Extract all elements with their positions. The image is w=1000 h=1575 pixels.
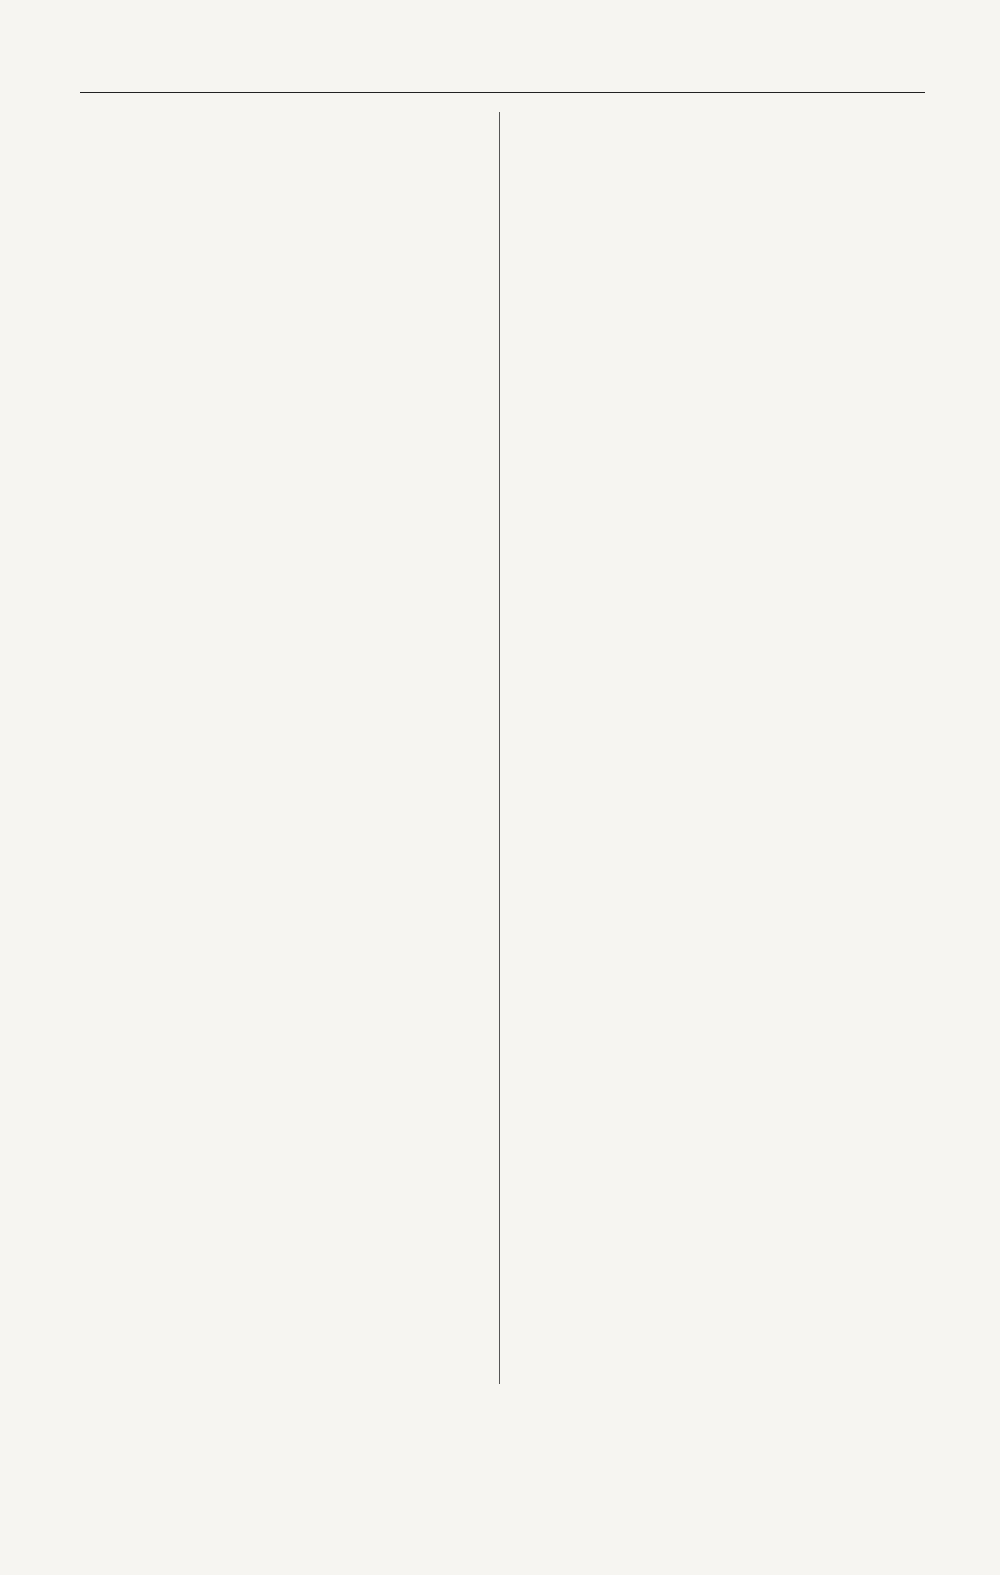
column-divider <box>499 112 500 1384</box>
page-header <box>80 56 925 93</box>
footer <box>977 1548 986 1561</box>
